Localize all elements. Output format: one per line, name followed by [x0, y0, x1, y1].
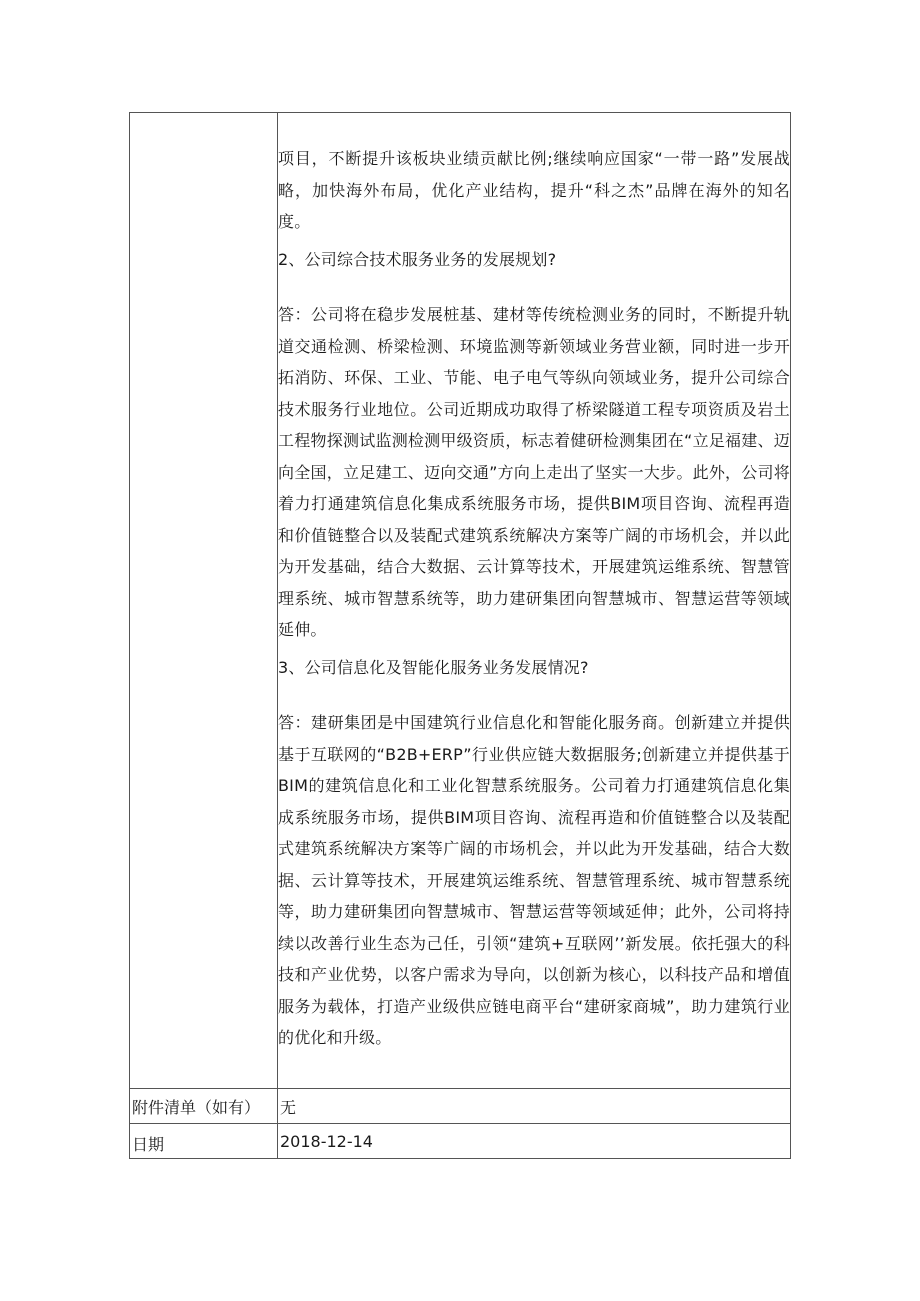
date-value-cell — [278, 1124, 791, 1159]
attachments-label: 附件清单（如有） — [132, 1098, 261, 1117]
answer-2: 答：公司将在稳步发展桩基、建材等传统检测业务的同时，不断提升轨道交通检测、桥梁检测、环境监测等新领域业务营业额，同时进一步开拓消防、环保、工业、节能、电子电气等纵向领域业务，提升公司综合技术服务行业地位。公司近期成功取得了桥梁隧道工程专项资质及岩土工程物探测试监测检测甲级资质，标志着健研检测集团在“立足福建、迈向全国，立足建工、迈向交通”方向上走出了坚实一大步。此外，公司将着力打通建筑信息化集成系统服务市场，提供BIM项目咨询、流程再造和价值链整合以及装配式建筑系统解决方案等广阔的市场机会，并以此为开发基础，结合大数据、云计算等技术，开展建筑运维系统、智慧管理系统、城市智慧系统等，助力建研集团向智慧城市、智慧运营等领域延伸。 — [278, 305, 790, 639]
attachments-label-cell — [130, 1089, 278, 1124]
question-3: 3、公司信息化及智能化服务业务发展情况? — [278, 657, 589, 677]
continuation-paragraph: 项目，不断提升该板块业绩贡献比例;继续响应国家“一带一路”发展战略，加快海外布局，优化产业结构，提升“科之杰”品牌在海外的知名度。 — [278, 149, 790, 231]
record-table — [129, 112, 791, 1159]
date-label-cell — [130, 1124, 278, 1159]
date-label: 日期 — [132, 1135, 165, 1154]
content-row — [130, 113, 791, 1089]
attachments-row — [130, 1089, 791, 1124]
content-row-label-cell — [130, 113, 278, 1089]
question-2: 2、公司综合技术服务业务的发展规划? — [278, 249, 557, 269]
content-body — [278, 113, 790, 1054]
answer-3: 答：建研集团是中国建筑行业信息化和智能化服务商。创新建立并提供基于互联网的“B2B+ERP”行业供应链大数据服务;创新建立并提供基于BIM的建筑信息化和工业化智慧系统服务。公司着力打通建筑信息化集成系统服务市场，提供BIM项目咨询、流程再造和价值链整合以及装配式建筑系统解决方案等广阔的市场机会，并以此为开发基础，结合大数据、云计算等技术，开展建筑运维系统、智慧管理系统、城市智慧系统等，助力建研集团向智慧城市、智慧运营等领域延伸；此外，公司将持续以改善行业生态为己任，引领“建筑+互联网’’新发展。依托强大的科技和产业优势，以客户需求为导向，以创新为核心，以科技产品和增值服务为载体，打造产业级供应链电商平台“建研家商城”，助力建筑行业的优化和升级。 — [278, 713, 790, 1047]
date-value: 2018-12-14 — [280, 1132, 373, 1151]
attachments-value: 无 — [280, 1098, 297, 1117]
attachments-value-cell — [278, 1089, 791, 1124]
content-row-body-cell — [278, 113, 791, 1089]
date-row — [130, 1124, 791, 1159]
